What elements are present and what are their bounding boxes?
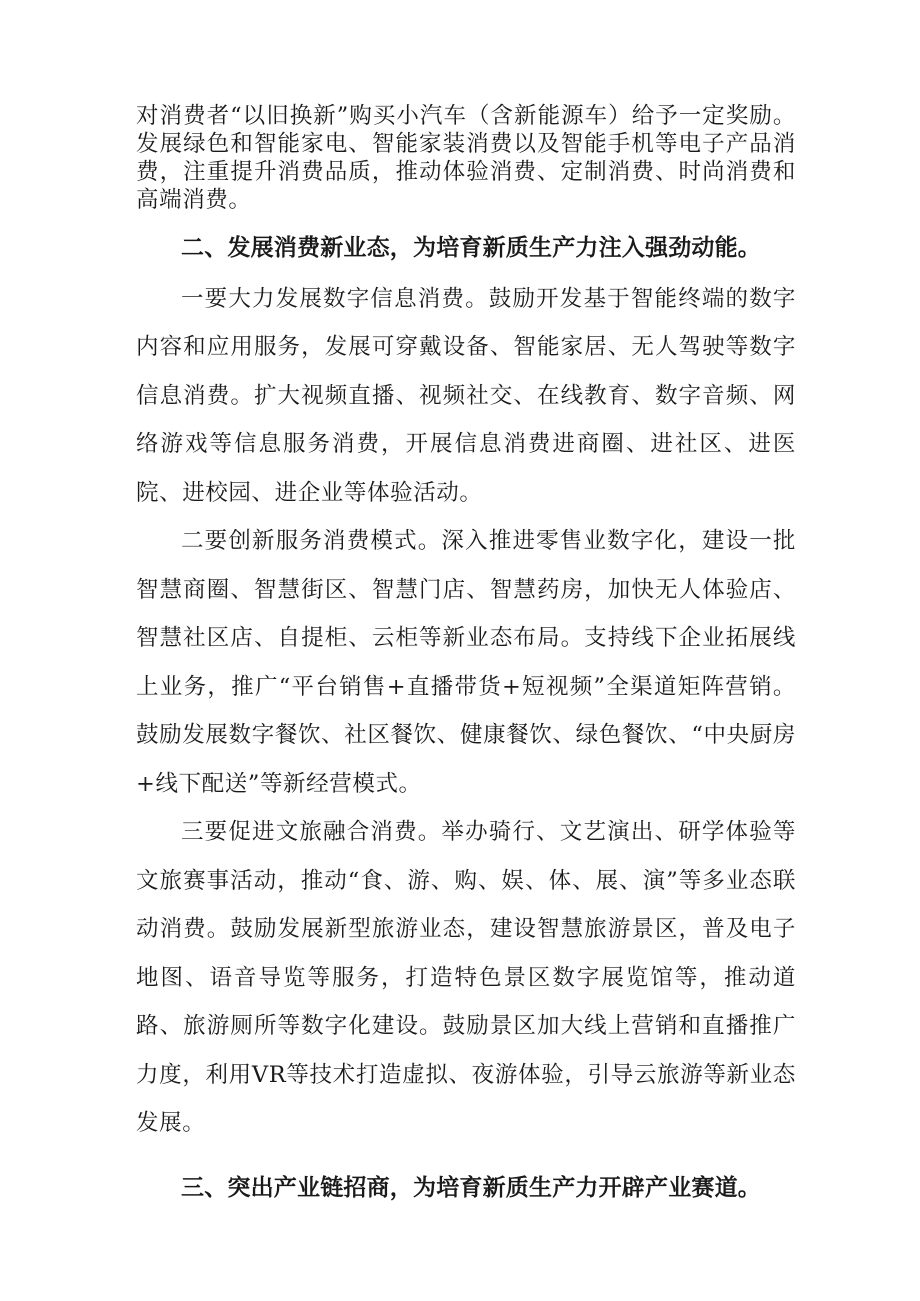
- section-heading-2: 二、发展消费新业态，为培育新质生产力注入强劲动能。: [181, 235, 761, 261]
- paragraph-culture-tourism: 三要促进文旅融合消费。举办骑行、文艺演出、研学体验等文旅赛事活动，推动“食、游、购、娱、体、展、演”等多业态联动消费。鼓励发展新型旅游业态，建设智慧旅游景区，普及电子地图、语音导览等服务，打造特色景区数字展览馆等，推动道路、旅游厕所等数字化建设。鼓励景区加大线上营销和直播推广力度，利用VR等技术打造虚拟、夜游体验，引导云旅游等新业态发展。: [136, 819, 796, 1136]
- paragraph-intro: 对消费者“以旧换新”购买小汽车（含新能源车）给予一定奖励。发展绿色和智能家电、智能家装消费以及智能手机等电子产品消费，注重提升消费品质，推动体验消费、定制消费、时尚消费和高端消费。: [136, 103, 796, 213]
- paragraph-digital-consumption: 一要大力发展数字信息消费。鼓励开发基于智能终端的数字内容和应用服务，发展可穿戴设备、智能家居、无人驾驶等数字信息消费。扩大视频直播、视频社交、在线教育、数字音频、网络游戏等信息服务消费，开展信息消费进商圈、进社区、进医院、进校园、进企业等体验活动。: [136, 285, 796, 506]
- document-body: [136, 96, 796, 1212]
- section-heading-3: 三、突出产业链招商，为培育新质生产力开辟产业赛道。: [181, 1174, 761, 1201]
- paragraph-service-consumption: 二要创新服务消费模式。深入推进零售业数字化，建设一批智慧商圈、智慧街区、智慧门店、智慧药房，加快无人体验店、智慧社区店、自提柜、云柜等新业态布局。支持线下企业拓展线上业务，推广“平台销售+直播带货+短视频”全渠道矩阵营销。鼓励发展数字餐饮、社区餐饮、健康餐饮、绿色餐饮、“中央厨房+线下配送”等新经营模式。: [136, 528, 796, 797]
